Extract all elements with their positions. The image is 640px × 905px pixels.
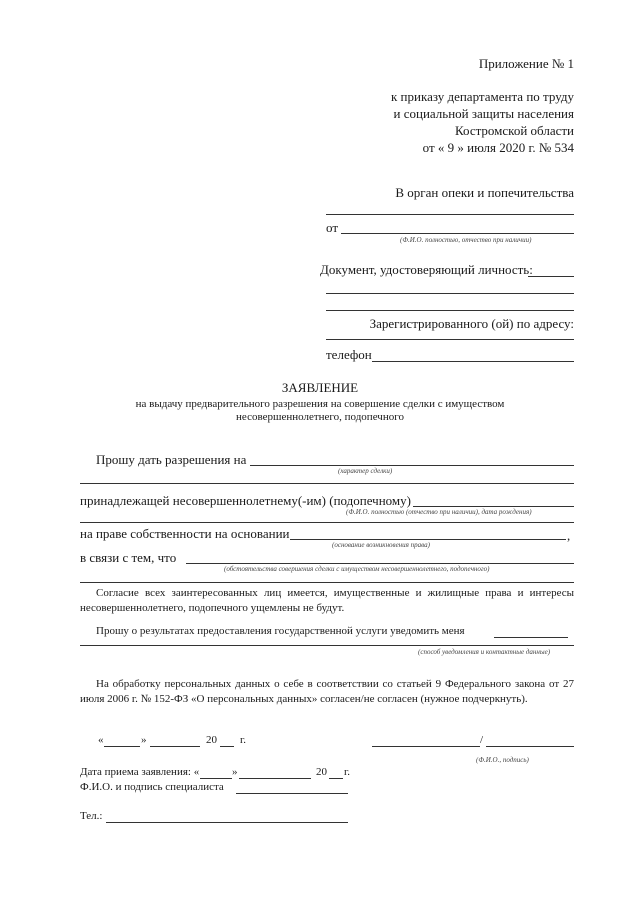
order-line-3: Костромской области (454, 123, 574, 138)
authority-line (326, 214, 574, 215)
ownership-comma: , (567, 528, 571, 543)
deal-caption: (характер сделки) (338, 467, 393, 475)
deal-line (250, 465, 574, 466)
notify-label: Прошу о результатах предоставления государственной услуги уведомить меня (96, 625, 465, 637)
phone-line (372, 361, 574, 362)
date-day-line (104, 746, 140, 747)
order-line-1: к приказу департамента по труду (390, 89, 574, 104)
from-label: от (326, 220, 339, 235)
because-line-2 (80, 582, 574, 583)
id-doc-label: Документ, удостоверяющий личность: (320, 262, 533, 277)
registered-label: Зарегистрированного (ой) по адресу: (369, 316, 574, 331)
receipt-year-suffix: г. (344, 766, 351, 778)
belonging-line (413, 506, 574, 507)
id-doc-line-2 (326, 293, 574, 294)
belonging-label: принадлежащей несовершеннолетнему(-им) (подопечному) (80, 493, 411, 508)
to-authority: В орган опеки и попечительства (395, 185, 574, 200)
footer-phone-label: Тел.: (80, 810, 103, 822)
order-line-2: и социальной защиты населения (393, 106, 574, 121)
signature-name-line (372, 746, 480, 747)
id-doc-line (528, 276, 574, 277)
appendix-number: Приложение № 1 (478, 56, 574, 71)
ownership-label: на праве собственности на основании (80, 526, 290, 541)
signature-caption: (Ф.И.О., подпись) (476, 756, 529, 764)
consent-text: Согласие всех заинтересованных лиц имеется, имущественные и жилищные права и интересы несовершеннолетнего, подопечного ущемлены не будут. (80, 587, 574, 614)
id-doc-line-3 (326, 310, 574, 311)
receipt-day-line (200, 778, 232, 779)
from-line (341, 233, 574, 234)
date-year-line (220, 746, 234, 747)
request-label: Прошу дать разрешения на (96, 452, 247, 467)
document-subtitle-2: несовершеннолетнего, подопечного (236, 411, 404, 423)
belonging-caption: (Ф.И.О. полностью (отчество при наличии), дата рождения) (346, 508, 532, 516)
date-year-prefix: 20 (206, 734, 217, 746)
signature-slash: / (480, 734, 484, 746)
because-line (186, 563, 574, 564)
deal-line-2 (80, 483, 574, 484)
footer-phone-line (106, 822, 348, 823)
notify-line (494, 637, 568, 638)
because-label: в связи с тем, что (80, 550, 177, 565)
document-subtitle-1: на выдачу предварительного разрешения на совершение сделки с имуществом (135, 398, 505, 410)
order-line-4: от « 9 » июля 2020 г. № 534 (422, 140, 574, 155)
ownership-line (290, 539, 566, 540)
ownership-caption: (основание возникновения права) (332, 541, 430, 549)
belonging-line-2 (80, 522, 574, 523)
personal-data-text: На обработку персональных данных о себе в соответствии со статьей 9 Федерального закона от 27 июля 2006 г. № 152-ФЗ «О персональных данных» согласен/не согласен (нужное подчеркнуть). (80, 678, 574, 705)
address-line (326, 339, 574, 340)
date-close-quote: » (141, 734, 147, 746)
because-caption: (обстоятельства совершения сделки с имуществом несовершеннолетнего, подопечного) (224, 565, 490, 573)
specialist-line (236, 793, 348, 794)
notify-line-2 (80, 645, 574, 646)
receipt-year-line (329, 778, 343, 779)
specialist-label: Ф.И.О. и подпись специалиста (80, 781, 224, 793)
receipt-month-line (239, 778, 311, 779)
document-title: ЗАЯВЛЕНИЕ (281, 380, 359, 395)
receipt-year-prefix: 20 (316, 766, 327, 778)
phone-label: телефон (326, 347, 372, 362)
signature-sign-line (486, 746, 574, 747)
receipt-label: Дата приема заявления: « (80, 766, 200, 778)
receipt-close-quote: » (232, 766, 238, 778)
notify-caption: (способ уведомления и контактные данные) (418, 648, 551, 656)
date-year-suffix: г. (240, 734, 247, 746)
date-open-quote: « (98, 734, 104, 746)
date-month-line (150, 746, 200, 747)
fio-caption: (Ф.И.О. полностью, отчество при наличии) (400, 236, 532, 244)
